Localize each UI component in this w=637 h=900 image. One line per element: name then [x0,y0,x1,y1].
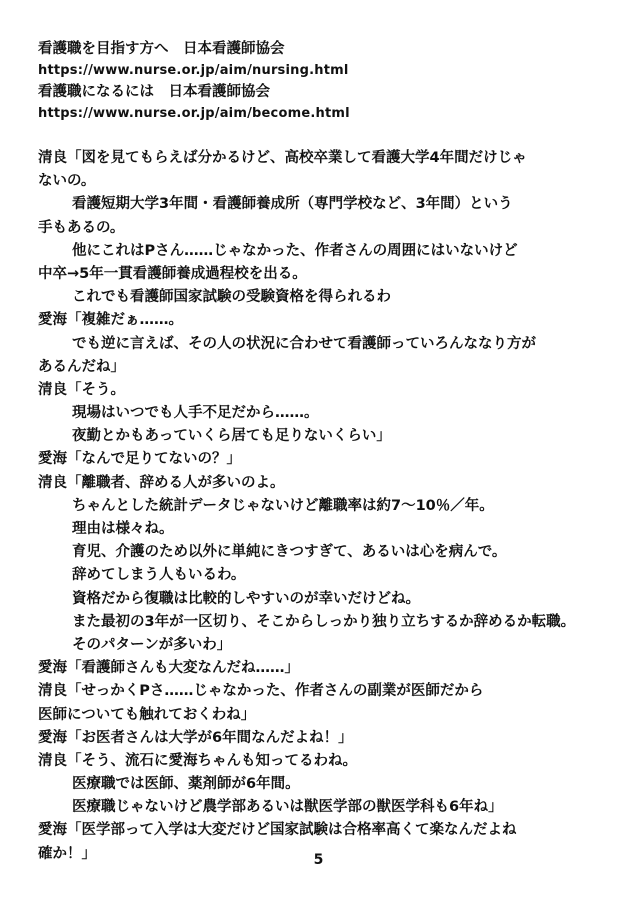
dialogue-line: 中卒→5年一貫看護師養成過程校を出る。 [38,265,307,282]
dialogue-line: 看護短期大学3年間・看護師養成所（専門学校など、3年間）という [72,196,513,213]
page-number: 5 [313,852,324,868]
dialogue-line: 理由は様々ね。 [72,521,174,537]
dialogue-line: 清良「図を見てもらえば分かるけど、高校卒業して看護大学4年間だけじゃ [38,150,527,166]
dialogue-line: 清良「せっかくPさ……じゃなかった、作者さんの副業が医師だから [38,683,484,700]
dialogue-line: あるんだね」 [38,358,125,375]
dialogue-line: これでも看護師国家試験の受験資格を得られるわ [72,289,391,306]
dialogue-body [38,147,608,866]
dialogue-line: 清良「そう、流石に愛海ちゃんも知ってるわね。 [38,752,357,769]
reference-title: 看護職になるには 日本看護師協会 [38,84,270,100]
dialogue-line: 愛海「看護師さんも大変なんだね……」 [38,660,299,677]
dialogue-line: 資格だから復職は比較的しやすいのが幸いだけどね。 [72,590,420,607]
reference-url: https://www.nurse.or.jp/aim/nursing.html [38,63,349,78]
dialogue-line: 愛海「医学部って入学は大変だけど国家試験は合格率高くて楽なんだよね [38,822,517,839]
dialogue-line: 確か！」 [38,845,96,862]
dialogue-line: 現場はいつでも人手不足だから……。 [72,405,319,422]
dialogue-line: 手もあるの。 [38,219,125,236]
dialogue-line: 医療職じゃないけど農学部あるいは獣医学部の獣医学科も6年ね」 [72,799,503,816]
reference-links [38,38,598,124]
dialogue-line: また最初の3年が一区切り、そこからしっかり独り立ちするか辞めるか転職。 [72,613,576,630]
dialogue-line: 医師についても触れておくわね」 [38,706,256,723]
dialogue-line: でも逆に言えば、その人の状況に合わせて看護師っていろんななり方が [72,335,536,352]
dialogue-line: 夜勤とかもあっていくら居ても足りないくらい」 [72,428,391,445]
dialogue-line: 育児、介護のため以外に単純にきつすぎて、あるいは心を病んで。 [72,544,507,561]
dialogue-line: 清良「離職者、辞める人が多いのよ。 [38,474,285,491]
dialogue-line: 辞めてしまう人もいるわ。 [72,567,246,584]
dialogue-line: 愛海「なんで足りてないの？」 [38,451,241,468]
dialogue-line: 医療職では医師、薬剤師が6年間。 [72,776,300,793]
dialogue-line: ないの。 [38,173,96,190]
dialogue-line: 他にこれはPさん……じゃなかった、作者さんの周囲にはいないけど [72,242,518,259]
dialogue-line: 愛海「お医者さんは大学が6年間なんだよね！」 [38,729,353,746]
dialogue-line: そのパターンが多いわ」 [72,636,232,653]
dialogue-line: ちゃんとした統計データじゃないけど離職率は約7～10％／年。 [72,497,494,514]
reference-url: https://www.nurse.or.jp/aim/become.html [38,106,350,121]
dialogue-line: 愛海「複雑だぁ……。 [38,312,183,329]
dialogue-line: 清良「そう。 [38,381,125,398]
reference-title: 看護職を目指す方へ 日本看護師協会 [38,41,285,57]
